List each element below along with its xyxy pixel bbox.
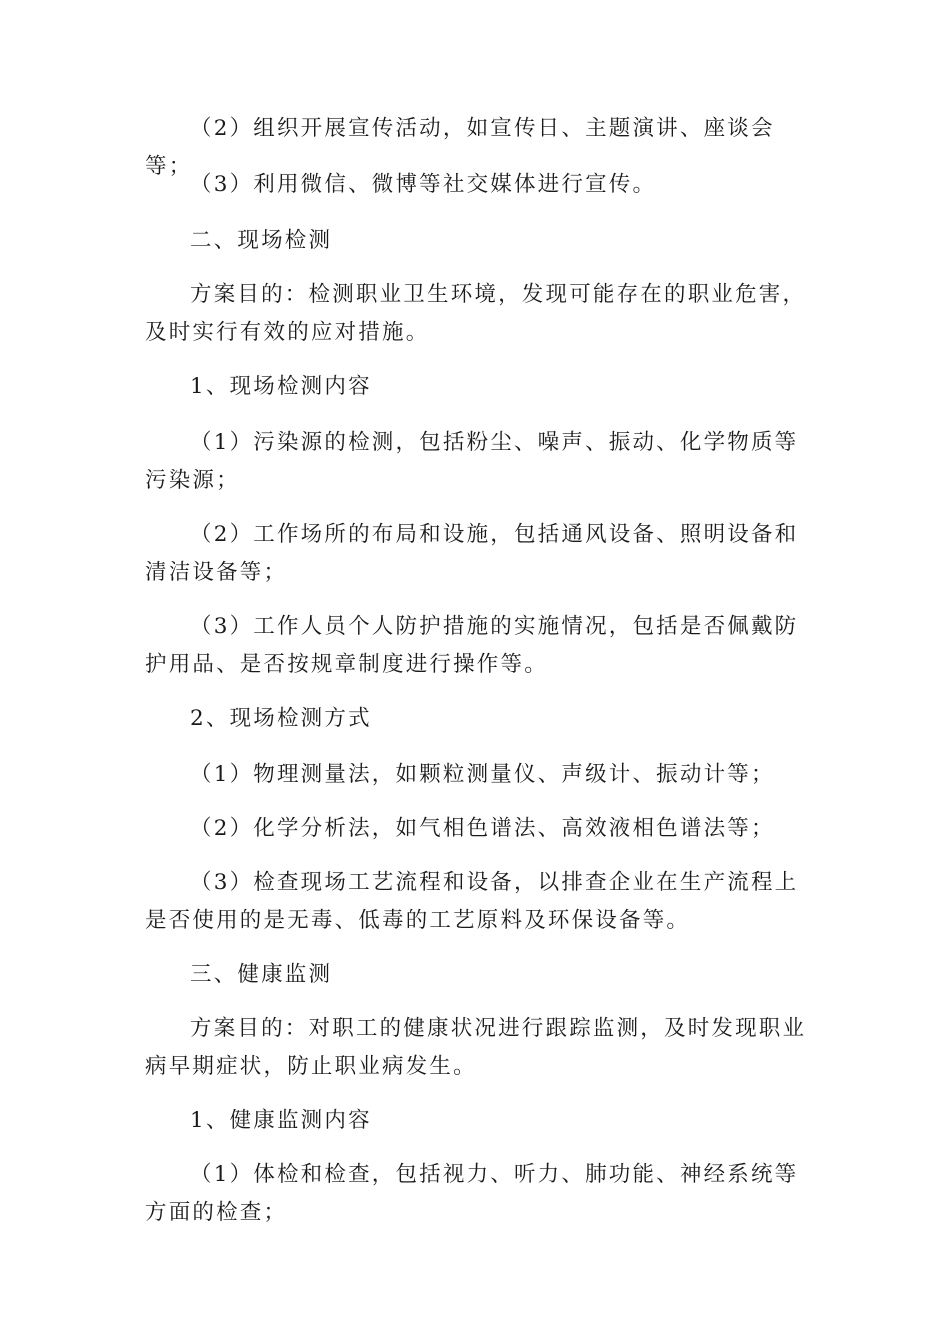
paragraph-process-inspection: （3）检查现场工艺流程和设备，以排查企业在生产流程上是否使用的是无毒、低毒的工艺原料及环保设备等。: [145, 870, 799, 933]
paragraph-pollution-sources: （1）污染源的检测，包括粉尘、噪声、振动、化学物质等污染源；: [145, 430, 799, 493]
paragraph-chemical-analysis: （2）化学分析法，如气相色谱法、高效液相色谱法等；: [190, 816, 775, 841]
paragraph-onsite-purpose: 方案目的：检测职业卫生环境，发现可能存在的职业危害，及时实行有效的应对措施。: [145, 282, 807, 345]
heading-onsite-methods: 2、现场检测方式: [190, 706, 372, 731]
paragraph-health-purpose: 方案目的：对职工的健康状况进行跟踪监测，及时发现职业病早期症状，防止职业病发生。: [145, 1016, 807, 1079]
paragraph-social-media: （3）利用微信、微博等社交媒体进行宣传。: [190, 172, 657, 197]
heading-health-content: 1、健康监测内容: [190, 1108, 372, 1133]
paragraph-physical-measurement: （1）物理测量法，如颗粒测量仪、声级计、振动计等；: [190, 762, 775, 787]
heading-health-monitoring: 三、健康监测: [190, 962, 333, 987]
paragraph-physical-exam: （1）体检和检查，包括视力、听力、肺功能、神经系统等方面的检查；: [145, 1162, 799, 1225]
heading-onsite-content: 1、现场检测内容: [190, 374, 372, 399]
paragraph-workplace-layout: （2）工作场所的布局和设施，包括通风设备、照明设备和清洁设备等；: [145, 522, 799, 585]
heading-onsite-inspection: 二、现场检测: [190, 228, 333, 253]
paragraph-personal-protection: （3）工作人员个人防护措施的实施情况，包括是否佩戴防护用品、是否按规章制度进行操作等。: [145, 614, 799, 677]
paragraph-promo-activities: （2）组织开展宣传活动，如宣传日、主题演讲、座谈会等；: [145, 116, 775, 179]
